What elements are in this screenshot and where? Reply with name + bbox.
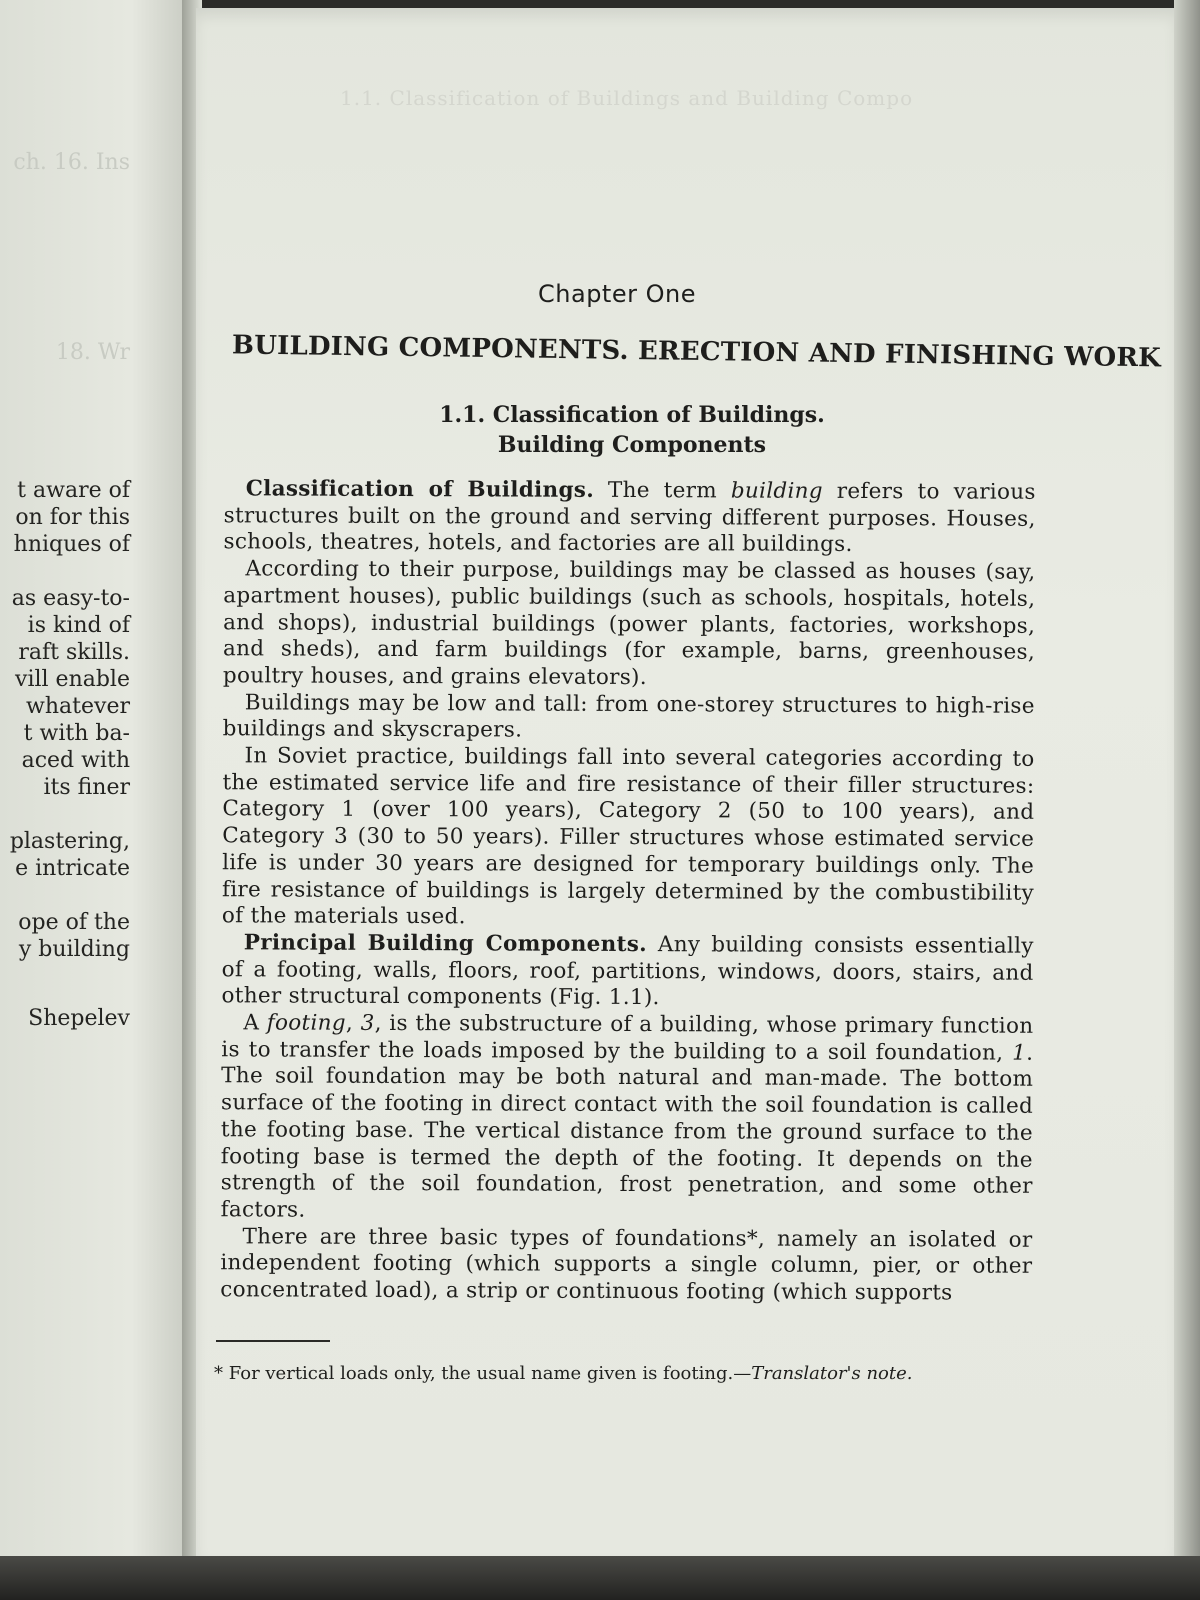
paragraph <box>221 1010 1034 1227</box>
run-in-heading: Classification of Buildings. <box>245 476 595 503</box>
left-line: y building <box>18 937 130 962</box>
left-ghost-line: 18. Wr <box>55 340 130 365</box>
defined-term: building <box>730 478 823 504</box>
chapter-title: BUILDING COMPONENTS. ERECTION AND FINISHING WORK <box>231 330 1162 374</box>
faded-running-head: 1.1. Classification of Buildings and Building Compo <box>340 86 914 110</box>
figure-reference: 3 <box>360 1010 375 1036</box>
left-line-signature: Shepelev <box>28 1006 130 1031</box>
defined-term: footing <box>266 1010 346 1036</box>
paragraph <box>223 476 1035 560</box>
paragraph: In Soviet practice, buildings fall into several categories according to the estimated service life and fire resistance of their filler structures: Category 1 (over 100 years), Category 2 (50 to 100 years), and Category 3 (30 to 50 years). Filler structures whose estimated service life is under 30 years are designed for temporary buildings only. The fire resistance of buildings is largely determined by the combustibility of the materials used. <box>221 743 1035 930</box>
footnote-rule <box>216 1340 330 1342</box>
left-line: t aware of <box>17 478 130 503</box>
left-line: hniques of <box>13 532 130 557</box>
left-line: as easy-to- <box>11 586 130 611</box>
left-line: whatever <box>26 694 130 719</box>
text-run: . The soil foundation may be both natural and man-made. The bottom surface of the footing in direct contact with the soil foundation is called the footing base. The vertical distance from the ground surface to the footing base is termed the depth of the footing. It depends on the strength of the soil foundation, frost penetration, and some other factors. <box>220 1040 1034 1223</box>
text-run: , <box>345 1010 361 1036</box>
page-edge-right <box>1174 0 1200 1560</box>
footnote-text: * For vertical loads only, the usual name given is footing.— <box>214 1363 752 1384</box>
left-line: its finer <box>43 775 130 800</box>
left-line: on for this <box>15 505 130 530</box>
left-line: e intricate <box>15 856 130 881</box>
paragraph <box>221 930 1033 1014</box>
left-line: plastering, <box>9 829 130 854</box>
section-title <box>232 400 1032 460</box>
left-line: ope of the <box>18 910 130 935</box>
left-line: is kind of <box>27 613 130 638</box>
section-title-line: 1.1. Classification of Buildings. <box>439 402 825 428</box>
text-run: A <box>243 1010 267 1036</box>
left-ghost-line: ch. 16. Ins <box>13 150 130 175</box>
section-title-line: Building Components <box>497 432 767 458</box>
left-line: vill enable <box>15 667 130 692</box>
footnote-attribution: Translator's note. <box>751 1363 913 1384</box>
left-facing-page <box>0 0 188 1560</box>
chapter-label: Chapter One <box>538 280 696 308</box>
left-line: aced with <box>21 748 130 773</box>
footnote <box>214 1362 1034 1386</box>
body-text <box>220 476 1036 1307</box>
text-run: The term <box>593 477 731 504</box>
run-in-heading: Principal Building Components. <box>243 930 648 958</box>
left-line: raft skills. <box>18 640 130 665</box>
text-run: , is the substructure of a building, whose primary function is to transfer the loads imposed by the building to a soil foundation, <box>221 1010 1034 1066</box>
figure-reference: 1 <box>1012 1040 1027 1066</box>
text-run: refers to various structures built on the ground and serving different purposes. Houses, schools, theatres, hotels, and factories are all buildings. <box>223 478 1036 558</box>
paragraph: There are three basic types of foundations*, namely an isolated or independent footing (which supports a single column, pier, or other concentrated load), a strip or continuous footing (which supports <box>220 1224 1033 1306</box>
paragraph: Buildings may be low and tall: from one-storey structures to high-rise buildings and skyscrapers. <box>222 689 1035 743</box>
page-edge-bottom <box>0 1556 1200 1600</box>
paragraph: According to their purpose, buildings may be classed as houses (say, apartment houses), public buildings (such as schools, hospitals, hotels, and shops), industrial buildings (power plants, factories, workshops, and sheds), and farm buildings (for example, barns, greenhouses, poultry houses, and grains elevators). <box>222 556 1036 691</box>
text-run: Any building consists essentially of a footing, walls, floors, roof, partitions, windows, doors, stairs, and other structural components (Fig. 1.1). <box>221 932 1034 1011</box>
left-line: t with ba- <box>23 721 130 746</box>
